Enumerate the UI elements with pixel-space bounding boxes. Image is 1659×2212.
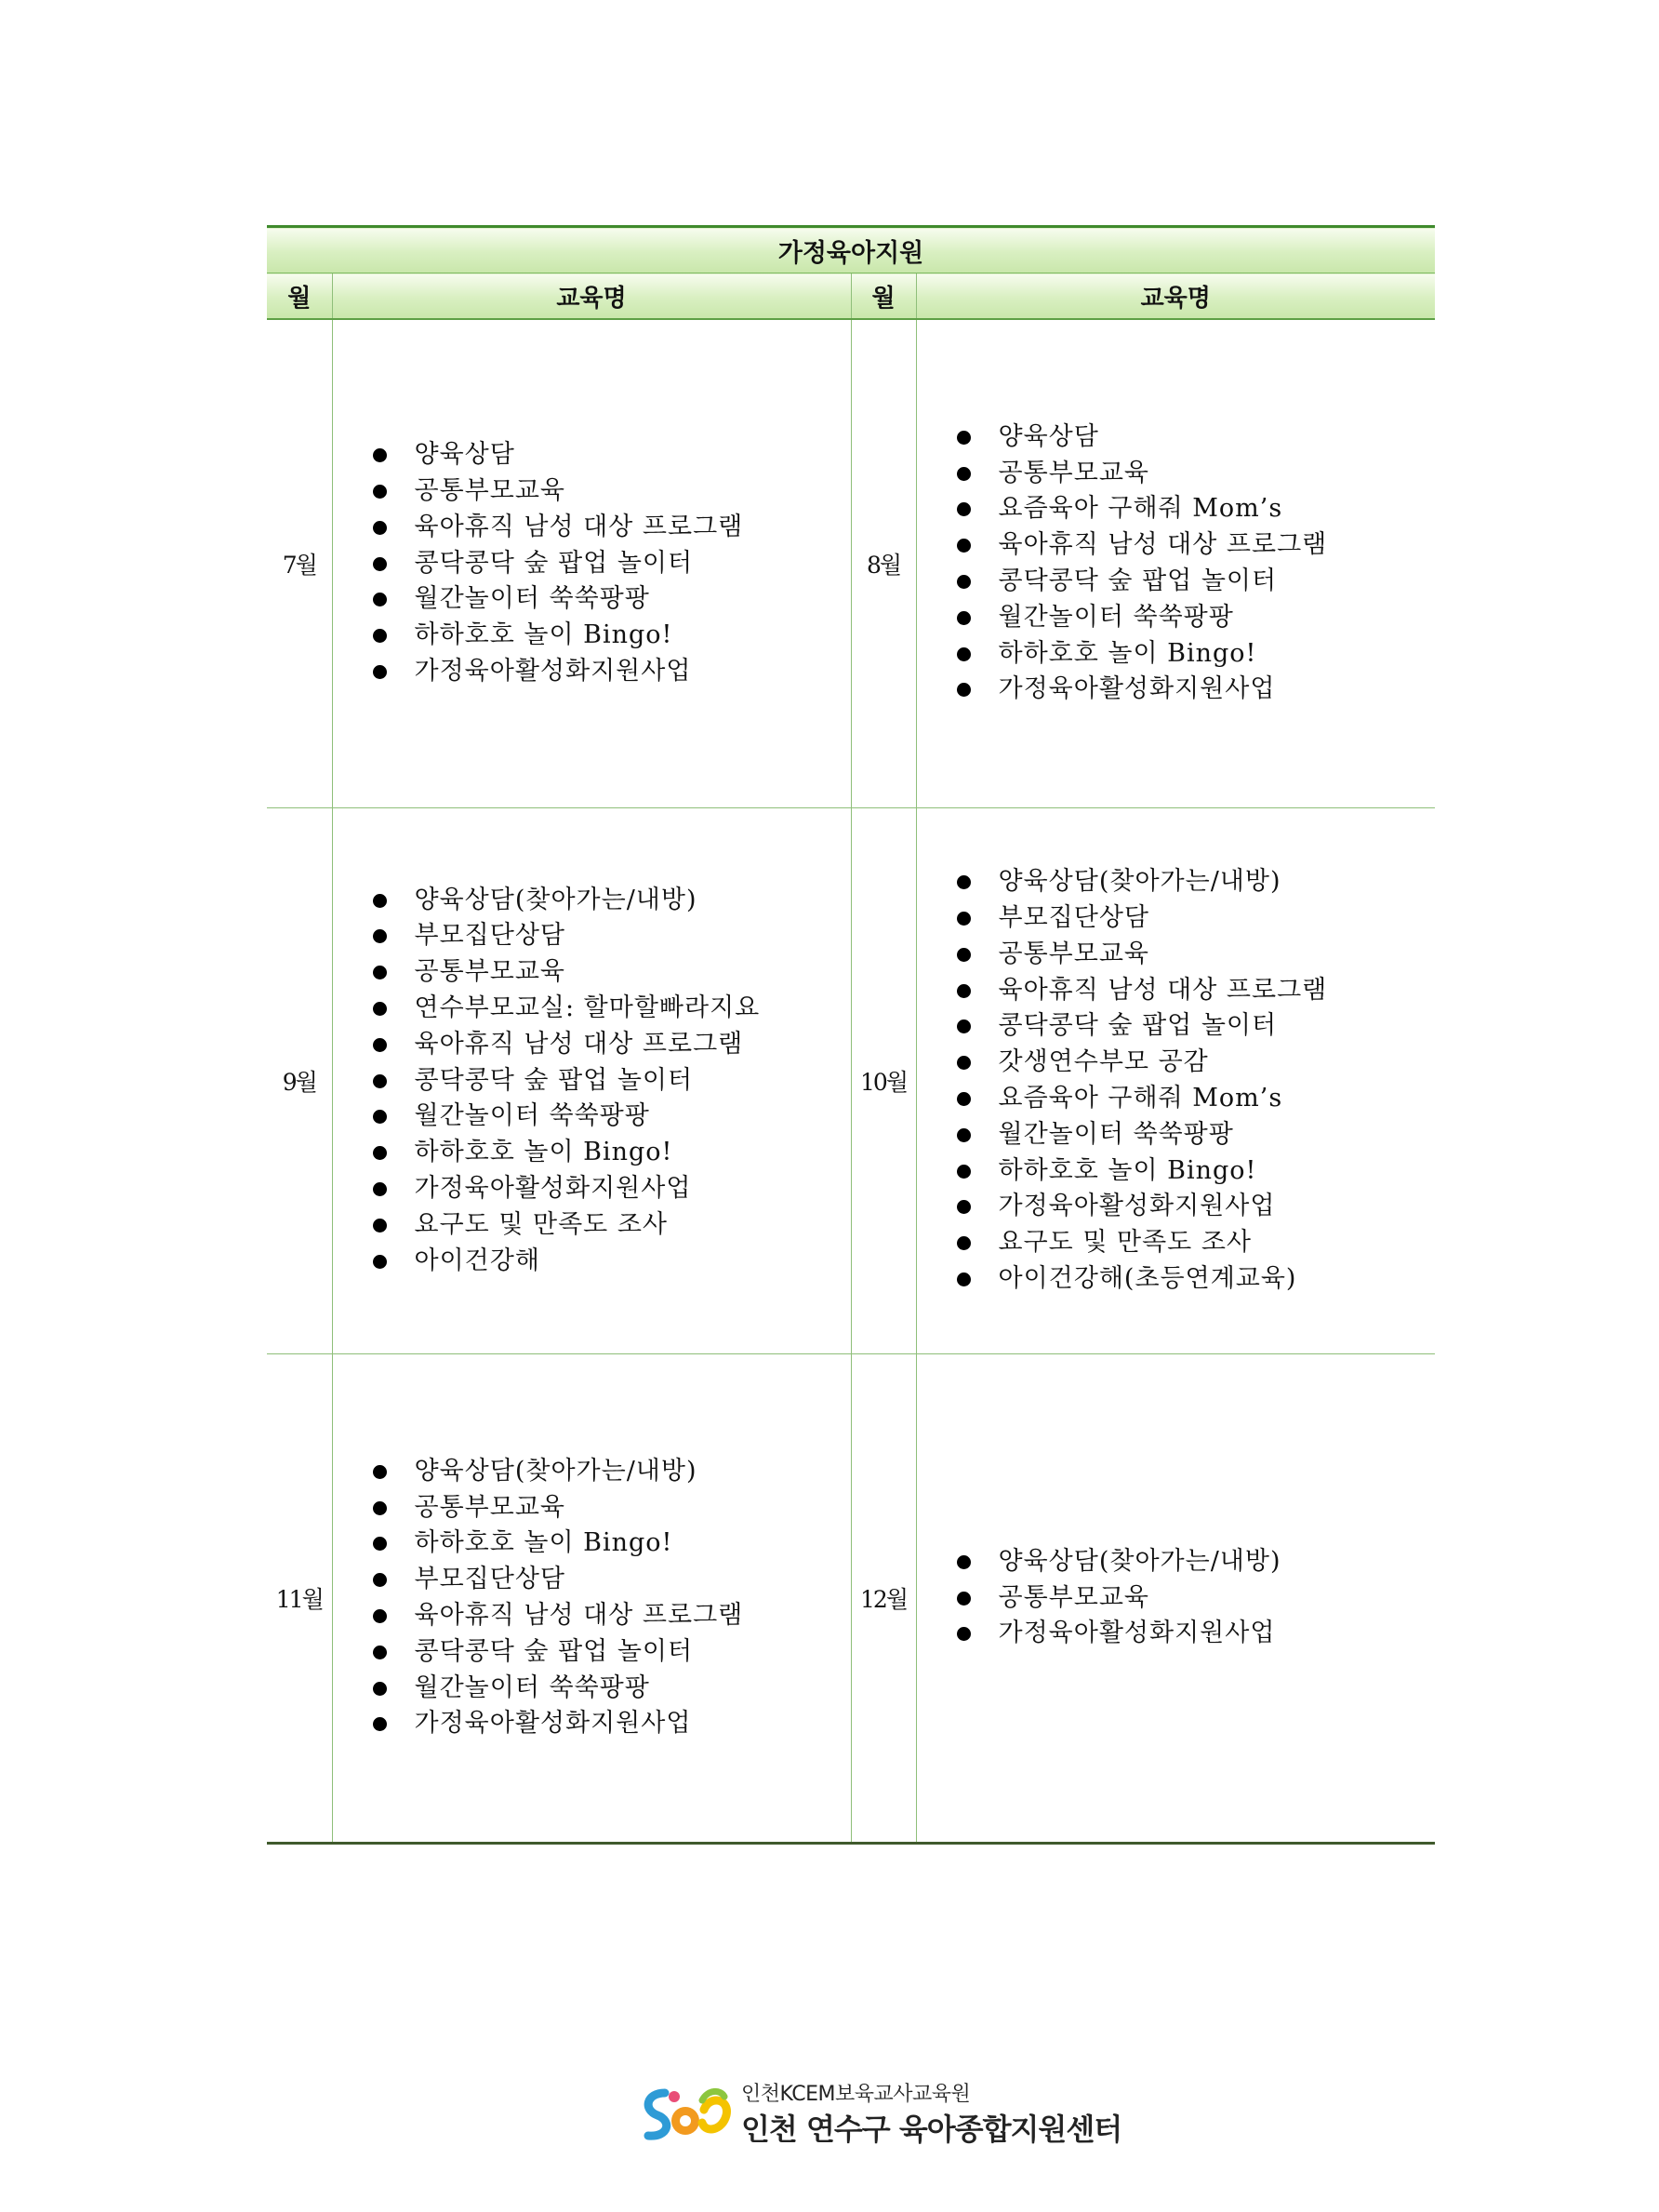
list-item: 부모집단상담: [415, 918, 851, 954]
list-item: 육아휴직 남성 대상 프로그램: [999, 973, 1436, 1009]
list-item: 부모집단상담: [999, 900, 1436, 937]
list-item: 가정육아활성화지원사업: [415, 654, 851, 690]
education-cell: [332, 319, 851, 808]
education-list: [917, 420, 1436, 708]
list-item: 양육상담(찾아가는/내방): [415, 883, 851, 919]
list-item: 부모집단상담: [415, 1562, 851, 1598]
list-item: 공통부모교육: [415, 473, 851, 510]
list-item: 가정육아활성화지원사업: [999, 672, 1436, 708]
list-item: 월간놀이터 쑥쑥팡팡: [415, 1099, 851, 1135]
list-item: 가정육아활성화지원사업: [999, 1189, 1436, 1225]
program-table: [267, 225, 1435, 1845]
list-item: 양육상담: [999, 420, 1436, 456]
month-cell: 10월: [851, 808, 916, 1354]
list-item: 공통부모교육: [999, 1580, 1436, 1617]
list-item: 하하호호 놀이 Bingo!: [999, 636, 1436, 673]
month-cell: 7월: [267, 319, 332, 808]
list-item: 양육상담: [415, 437, 851, 473]
list-item: 공통부모교육: [415, 954, 851, 991]
list-item: 하하호호 놀이 Bingo!: [415, 618, 851, 654]
education-cell: [916, 808, 1435, 1354]
list-item: 육아휴직 남성 대상 프로그램: [999, 527, 1436, 564]
list-item: 월간놀이터 쑥쑥팡팡: [999, 1117, 1436, 1153]
education-list: [333, 1454, 851, 1742]
table-title-row: [267, 227, 1435, 273]
education-cell: [916, 319, 1435, 808]
month-cell: 12월: [851, 1354, 916, 1844]
list-item: 육아휴직 남성 대상 프로그램: [415, 510, 851, 546]
list-item: 요즘육아 구해줘 Mom’s: [999, 1081, 1436, 1117]
list-item: 하하호호 놀이 Bingo!: [415, 1135, 851, 1171]
list-item: 콩닥콩닥 숲 팝업 놀이터: [415, 1063, 851, 1099]
list-item: 요즘육아 구해줘 Mom’s: [999, 491, 1436, 527]
list-item: 연수부모교실: 할마할빠라지요: [415, 991, 851, 1027]
list-item: 갓생연수부모 공감: [999, 1045, 1436, 1081]
logo-subtitle: 인천KCEM보육교사교육원: [741, 2083, 971, 2106]
list-item: 월간놀이터 쑥쑥팡팡: [415, 1671, 851, 1707]
education-cell: [332, 808, 851, 1354]
education-list: [917, 864, 1436, 1298]
list-item: 공통부모교육: [999, 937, 1436, 973]
list-item: 양육상담(찾아가는/내방): [999, 1544, 1436, 1580]
table-row: [267, 808, 1435, 1354]
education-list: [333, 437, 851, 690]
list-item: 가정육아활성화지원사업: [999, 1616, 1436, 1652]
list-item: 양육상담(찾아가는/내방): [415, 1454, 851, 1490]
list-item: 콩닥콩닥 숲 팝업 놀이터: [415, 1634, 851, 1671]
education-cell: [332, 1354, 851, 1844]
list-item: 양육상담(찾아가는/내방): [999, 864, 1436, 900]
list-item: 콩닥콩닥 숲 팝업 놀이터: [415, 546, 851, 582]
list-item: 공통부모교육: [415, 1490, 851, 1526]
list-item: 월간놀이터 쑥쑥팡팡: [415, 581, 851, 618]
month-cell: 9월: [267, 808, 332, 1354]
center-logo-icon: [637, 2082, 734, 2147]
list-item: 육아휴직 남성 대상 프로그램: [415, 1598, 851, 1634]
list-item: 월간놀이터 쑥쑥팡팡: [999, 600, 1436, 636]
education-list: [333, 883, 851, 1280]
table-row: [267, 1354, 1435, 1844]
list-item: 공통부모교육: [999, 456, 1436, 492]
header-education: 교육명: [916, 273, 1435, 320]
footer-logo: [637, 2076, 1122, 2151]
education-cell: [916, 1354, 1435, 1844]
list-item: 아이건강해: [415, 1244, 851, 1280]
education-list: [917, 1544, 1436, 1652]
list-item: 아이건강해(초등연계교육): [999, 1261, 1436, 1298]
table-title: 가정육아지원: [267, 227, 1435, 273]
header-month: 월: [851, 273, 916, 320]
list-item: 요구도 및 만족도 조사: [999, 1225, 1436, 1261]
header-month: 월: [267, 273, 332, 320]
header-education: 교육명: [332, 273, 851, 320]
month-cell: 8월: [851, 319, 916, 808]
list-item: 육아휴직 남성 대상 프로그램: [415, 1027, 851, 1063]
list-item: 가정육아활성화지원사업: [415, 1706, 851, 1742]
list-item: 콩닥콩닥 숲 팝업 놀이터: [999, 1008, 1436, 1045]
month-cell: 11월: [267, 1354, 332, 1844]
list-item: 콩닥콩닥 숲 팝업 놀이터: [999, 564, 1436, 600]
list-item: 가정육아활성화지원사업: [415, 1171, 851, 1207]
table-header-row: [267, 273, 1435, 320]
list-item: 요구도 및 만족도 조사: [415, 1207, 851, 1244]
list-item: 하하호호 놀이 Bingo!: [415, 1526, 851, 1562]
list-item: 하하호호 놀이 Bingo!: [999, 1153, 1436, 1190]
table-row: [267, 319, 1435, 808]
logo-title: 인천 연수구 육아종합지원센터: [741, 2112, 1122, 2147]
